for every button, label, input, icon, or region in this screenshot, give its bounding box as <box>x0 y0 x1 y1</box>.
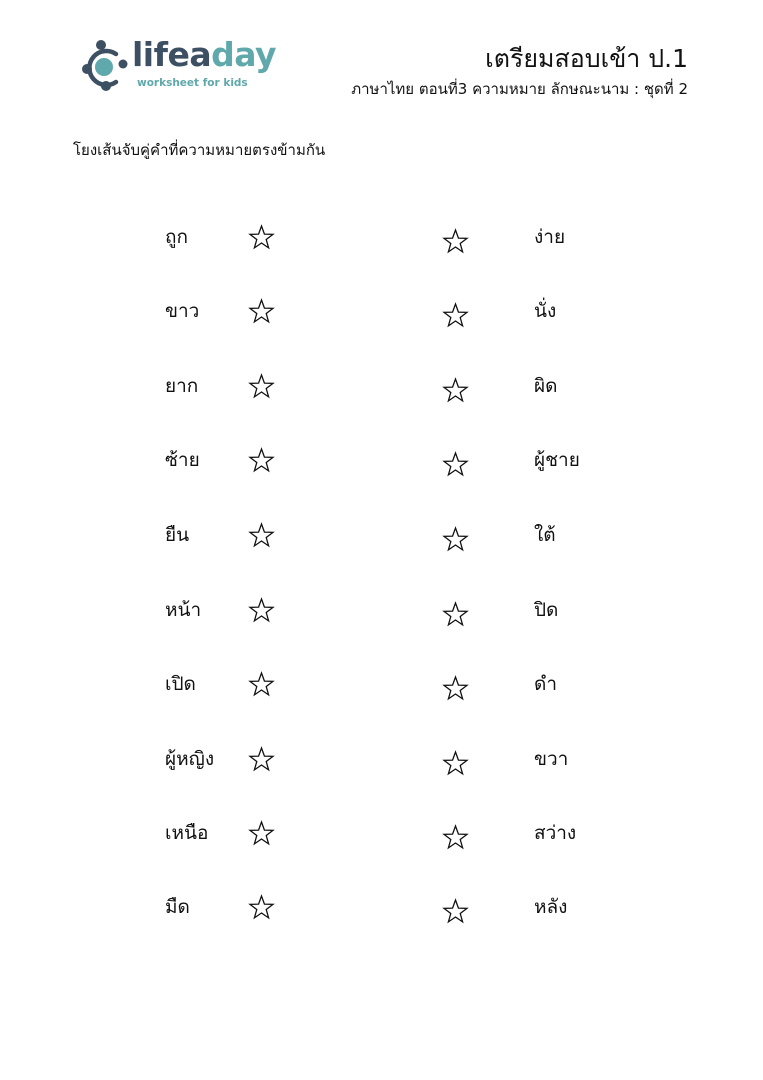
left-word: เปิด <box>165 673 196 695</box>
pair-row <box>0 367 763 407</box>
right-word: หลัง <box>534 896 568 918</box>
left-word: ยืน <box>165 524 190 546</box>
star-outline-icon[interactable] <box>442 750 469 777</box>
left-word: มืด <box>165 896 190 918</box>
left-word: เหนือ <box>165 822 209 844</box>
star-outline-icon[interactable] <box>442 824 469 851</box>
right-word: ขวา <box>534 748 569 770</box>
star-outline-icon[interactable] <box>442 451 469 478</box>
star-outline-icon[interactable] <box>442 377 469 404</box>
star-outline-icon[interactable] <box>442 526 469 553</box>
left-word: หน้า <box>165 599 202 621</box>
molecule-icon <box>82 40 130 92</box>
star-outline-icon[interactable] <box>442 228 469 255</box>
right-word: ใต้ <box>534 524 556 546</box>
star-outline-icon[interactable] <box>248 671 275 698</box>
pair-row <box>0 814 763 854</box>
right-word: ดำ <box>534 673 558 695</box>
instruction-text: โยงเส้นจับคู่คำที่ความหมายตรงข้ามกัน <box>73 141 326 159</box>
logo-wordmark: lifeaday <box>132 35 277 74</box>
right-word: ง่าย <box>534 226 566 248</box>
star-outline-icon[interactable] <box>248 597 275 624</box>
pair-row <box>0 888 763 928</box>
pair-row <box>0 218 763 258</box>
left-word: ขาว <box>165 300 200 322</box>
logo <box>82 35 282 94</box>
star-outline-icon[interactable] <box>248 894 275 921</box>
right-word: ปิด <box>534 599 559 621</box>
star-outline-icon[interactable] <box>248 373 275 400</box>
right-word: สว่าง <box>534 822 577 844</box>
pair-row <box>0 441 763 481</box>
star-outline-icon[interactable] <box>248 820 275 847</box>
left-word: ผู้หญิง <box>165 748 215 770</box>
page-subtitle: ภาษาไทย ตอนที่3 ความหมาย ลักษณะนาม : ชุดที่ 2 <box>351 80 688 98</box>
star-outline-icon[interactable] <box>442 898 469 925</box>
right-word: ผู้ชาย <box>534 449 580 471</box>
star-outline-icon[interactable] <box>248 298 275 325</box>
pair-row <box>0 516 763 556</box>
star-outline-icon[interactable] <box>442 302 469 329</box>
star-outline-icon[interactable] <box>248 224 275 251</box>
star-outline-icon[interactable] <box>442 675 469 702</box>
pair-row <box>0 591 763 631</box>
logo-tagline: worksheet for kids <box>137 77 248 89</box>
pair-row <box>0 292 763 332</box>
star-outline-icon[interactable] <box>248 447 275 474</box>
left-word: ยาก <box>165 375 199 397</box>
star-outline-icon[interactable] <box>248 746 275 773</box>
right-word: ผิด <box>534 375 558 397</box>
left-word: ถูก <box>165 226 189 248</box>
star-outline-icon[interactable] <box>442 601 469 628</box>
pair-row <box>0 665 763 705</box>
left-word: ซ้าย <box>165 449 200 471</box>
right-word: นั่ง <box>534 300 557 322</box>
star-outline-icon[interactable] <box>248 522 275 549</box>
page-title: เตรียมสอบเข้า ป.1 <box>485 44 688 73</box>
pair-row <box>0 740 763 780</box>
